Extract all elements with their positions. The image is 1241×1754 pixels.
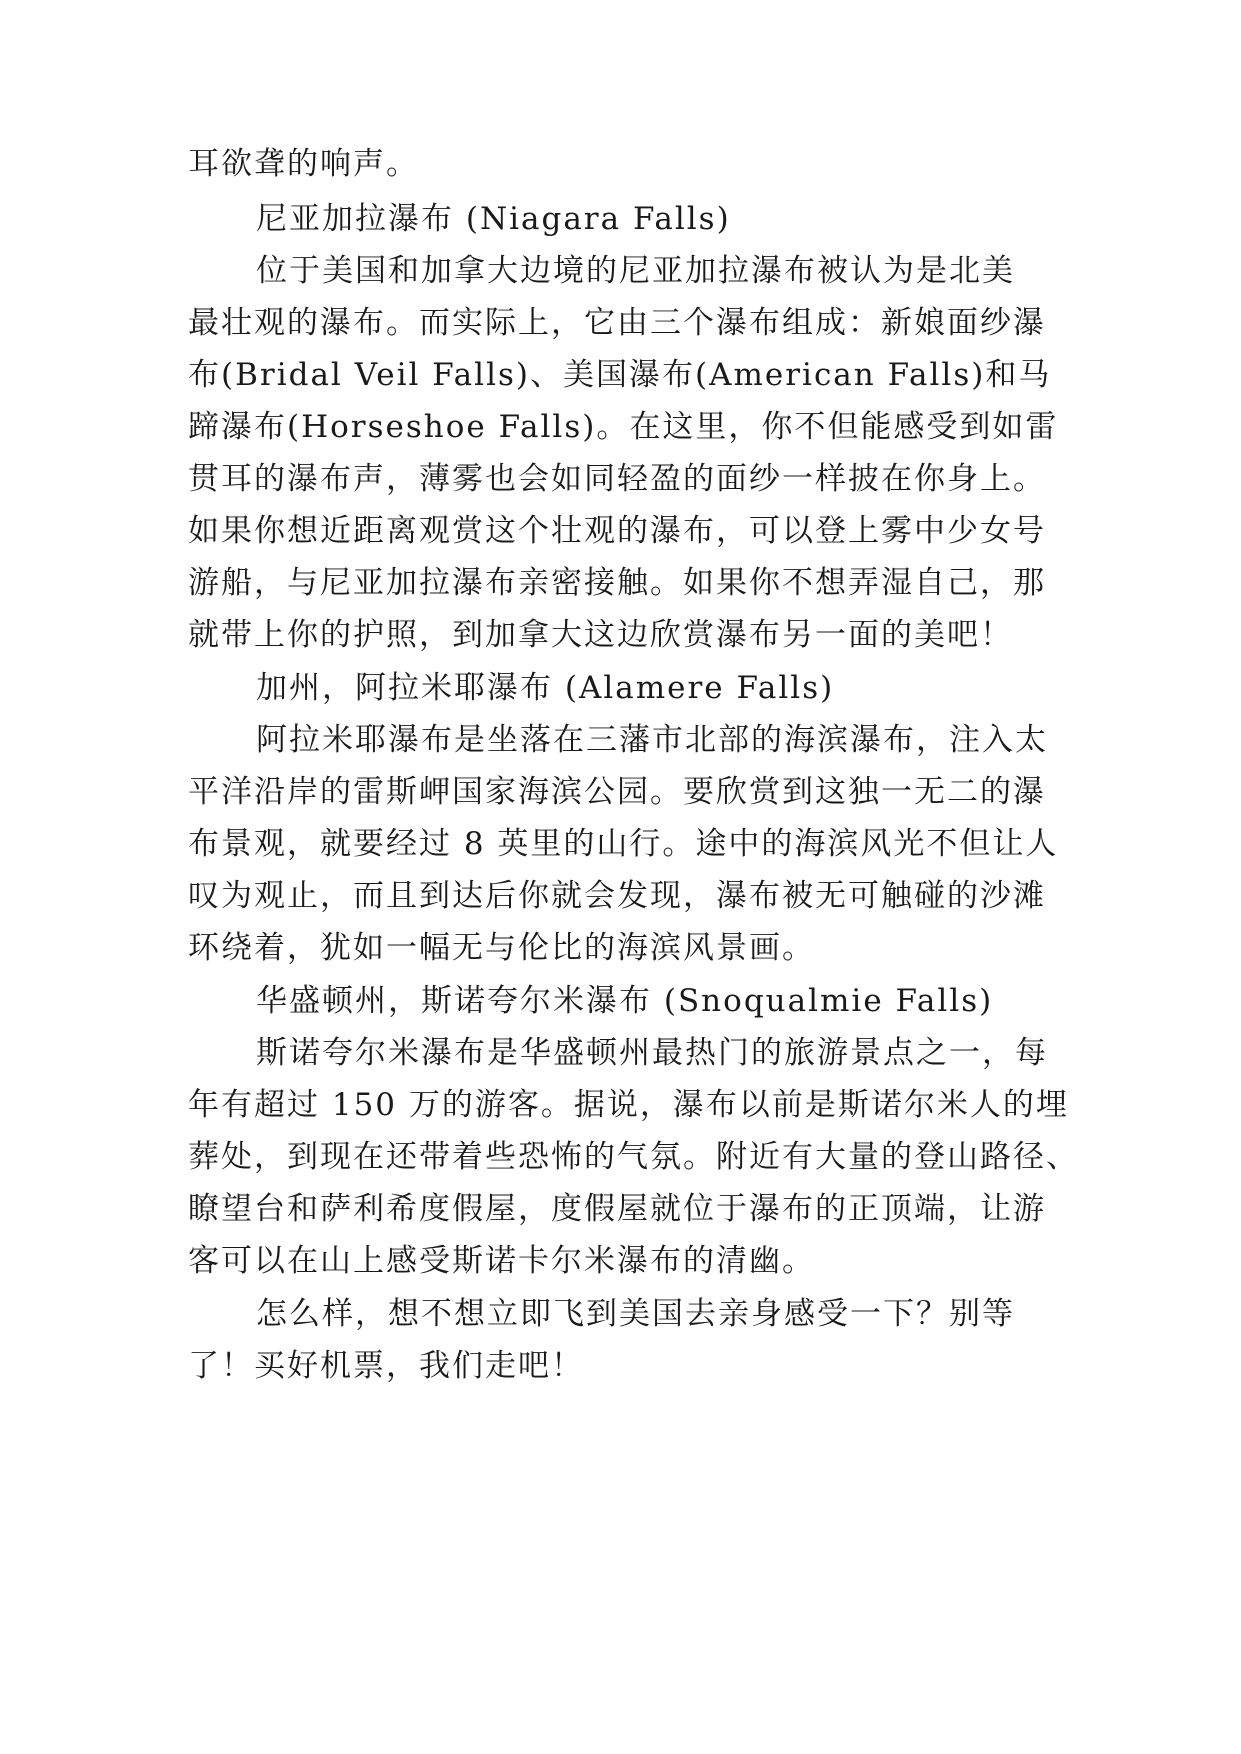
text-line: 葬处，到现在还带着些恐怖的气氛。附近有大量的登山路径、 — [188, 1139, 1079, 1175]
text-line: 平洋沿岸的雷斯岬国家海滨公园。要欣赏到这独一无二的瀑 — [188, 774, 1046, 810]
text-line: 就带上你的护照，到加拿大这边欣赏瀑布另一面的美吧！ — [188, 617, 1013, 653]
text-line: 叹为观止，而且到达后你就会发现，瀑布被无可触碰的沙滩 — [188, 878, 1046, 914]
section-heading-niagara: 尼亚加拉瀑布 (Niagara Falls) — [256, 201, 731, 237]
text-line: 环绕着，犹如一幅无与伦比的海滨风景画。 — [188, 930, 815, 966]
text-line: 怎么样，想不想立即飞到美国去亲身感受一下？别等 — [256, 1296, 1015, 1332]
text-line: 了！买好机票，我们走吧！ — [188, 1348, 584, 1384]
text-line: 游船，与尼亚加拉瀑布亲密接触。如果你不想弄湿自己，那 — [188, 565, 1046, 601]
section-heading-alamere: 加州，阿拉米耶瀑布 (Alamere Falls) — [256, 670, 835, 706]
text-line: 布(Bridal Veil Falls)、美国瀑布(American Falls)和马 — [188, 357, 1052, 393]
text-line: 位于美国和加拿大边境的尼亚加拉瀑布被认为是北美 — [256, 253, 1015, 289]
text-line: 耳欲聋的响声。 — [188, 146, 419, 182]
text-line: 如果你想近距离观赏这个壮观的瀑布，可以登上雾中少女号 — [188, 513, 1046, 549]
text-line: 客可以在山上感受斯诺卡尔米瀑布的清幽。 — [188, 1243, 815, 1279]
text-line: 布景观，就要经过 8 英里的山行。途中的海滨风光不但让人 — [188, 826, 1059, 862]
text-line: 最壮观的瀑布。而实际上，它由三个瀑布组成：新娘面纱瀑 — [188, 305, 1046, 341]
text-line: 年有超过 150 万的游客。据说，瀑布以前是斯诺尔米人的埋 — [188, 1087, 1069, 1123]
text-line: 阿拉米耶瀑布是坐落在三藩市北部的海滨瀑布，注入太 — [256, 722, 1048, 758]
text-line: 斯诺夸尔米瀑布是华盛顿州最热门的旅游景点之一，每 — [256, 1035, 1048, 1071]
section-heading-snoqualmie: 华盛顿州，斯诺夸尔米瀑布 (Snoqualmie Falls) — [256, 983, 994, 1019]
text-line: 蹄瀑布(Horseshoe Falls)。在这里，你不但能感受到如雷 — [188, 409, 1059, 445]
text-line: 瞭望台和萨利希度假屋，度假屋就位于瀑布的正顶端，让游 — [188, 1191, 1046, 1227]
text-line: 贯耳的瀑布声，薄雾也会如同轻盈的面纱一样披在你身上。 — [188, 461, 1046, 497]
